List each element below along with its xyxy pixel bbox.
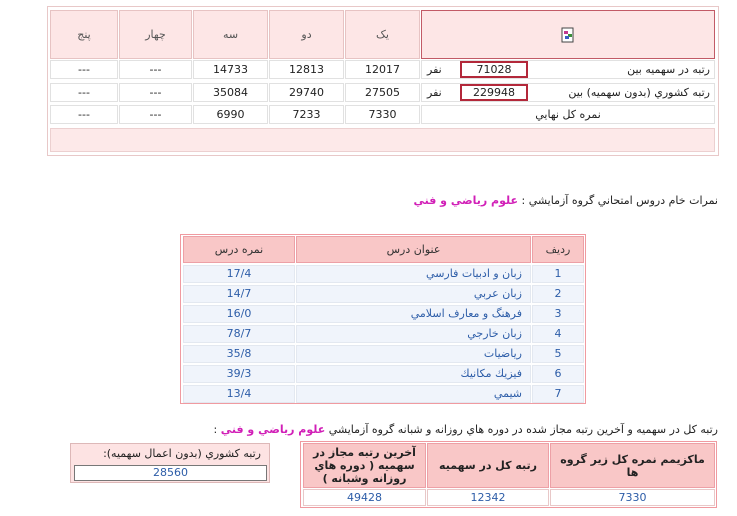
lesson-index: 4 [532,325,584,343]
lesson-score: 35/8 [183,345,295,363]
document-icon [560,27,576,43]
lessons-header-score: نمره درس [183,236,295,263]
empty-row [50,128,715,152]
lesson-name: زبان عربي [296,285,531,303]
unit-label: نفر [427,63,442,76]
summary-header-max-score: ماكزيمم نمره کل زير گروه ها [550,443,715,488]
national-rank-value: 28560 [74,465,267,481]
lessons-table [180,234,586,404]
raw-scores-title-text: نمرات خام دروس امتحاني گروه آزمايشي : [521,194,718,207]
lesson-index: 5 [532,345,584,363]
rank-section-group: علوم رياضي و فني [220,423,326,436]
rank-section-title [170,423,718,436]
summary-header-total-rank: رتبه کل در سهمیه [427,443,549,488]
lesson-name: شيمي [296,385,531,403]
cell: 27505 [345,83,420,102]
summary-total-rank-value: 12342 [427,489,549,506]
cell: 7233 [269,105,344,124]
col-header-4: چهار [119,10,192,59]
lesson-index: 6 [532,365,584,383]
quota-rank-box: 71028 [460,61,528,78]
cell: --- [119,60,192,79]
cell: 12017 [345,60,420,79]
unit-label: نفر [427,86,442,99]
lesson-name: زبان و ادبيات فارسي [296,265,531,283]
summary-header-last-rank: آخرين رتبه مجاز در سهمیه ( دوره هاي روزانه وشبانه ) [303,443,426,488]
row-label: رتبه در سهمیه بین [627,63,710,76]
raw-scores-group: علوم رياضي و فني [413,194,518,207]
national-rank-box: 229948 [460,84,528,101]
cell: --- [119,83,192,102]
lesson-name: فيزيك مكانيك [296,365,531,383]
cell: 29740 [269,83,344,102]
cell: 12813 [269,60,344,79]
col-header-3: سه [193,10,268,59]
rank-section-title-text: رتبه کل در سهمیه و آخرين رتبه مجاز شده در دوره هاي روزانه و شبانه گروه آزمايشي [328,423,718,436]
cell: 7330 [345,105,420,124]
lesson-score: 16/0 [183,305,295,323]
lesson-score: 13/4 [183,385,295,403]
col-header-2: دو [269,10,344,59]
row-label: رتبه کشوري (بدون سهمیه) بین [568,86,710,99]
lesson-index: 1 [532,265,584,283]
cell: --- [50,105,118,124]
lessons-header-index: رديف [532,236,584,263]
cell: 6990 [193,105,268,124]
cell: 35084 [193,83,268,102]
raw-scores-title [300,194,718,207]
lesson-score: 17/4 [183,265,295,283]
header-icon-cell [421,10,715,59]
cell: --- [50,60,118,79]
col-header-1: یک [345,10,420,59]
lesson-index: 7 [532,385,584,403]
lesson-index: 3 [532,305,584,323]
lesson-name: فرهنگ و معارف اسلامي [296,305,531,323]
lesson-index: 2 [532,285,584,303]
rank-summary-table [300,441,717,508]
lesson-name: رياضيات [296,345,531,363]
national-rank-panel [70,443,270,483]
cell: --- [50,83,118,102]
lesson-score: 14/7 [183,285,295,303]
cell: --- [119,105,192,124]
lesson-score: 39/3 [183,365,295,383]
lesson-score: 78/7 [183,325,295,343]
cell: 14733 [193,60,268,79]
final-score-row-label: نمره کل نهايي [421,105,715,124]
summary-max-score-value: 7330 [550,489,715,506]
lessons-header-name: عنوان درس [296,236,531,263]
lesson-name: زبان خارجي [296,325,531,343]
summary-last-rank-value: 49428 [303,489,426,506]
national-rank-label: رتبه کشوري (بدون اعمال سهمیه): [103,447,261,460]
col-header-5: پنج [50,10,118,59]
rank-section-suffix: : [213,423,218,436]
scores-table [47,6,719,156]
